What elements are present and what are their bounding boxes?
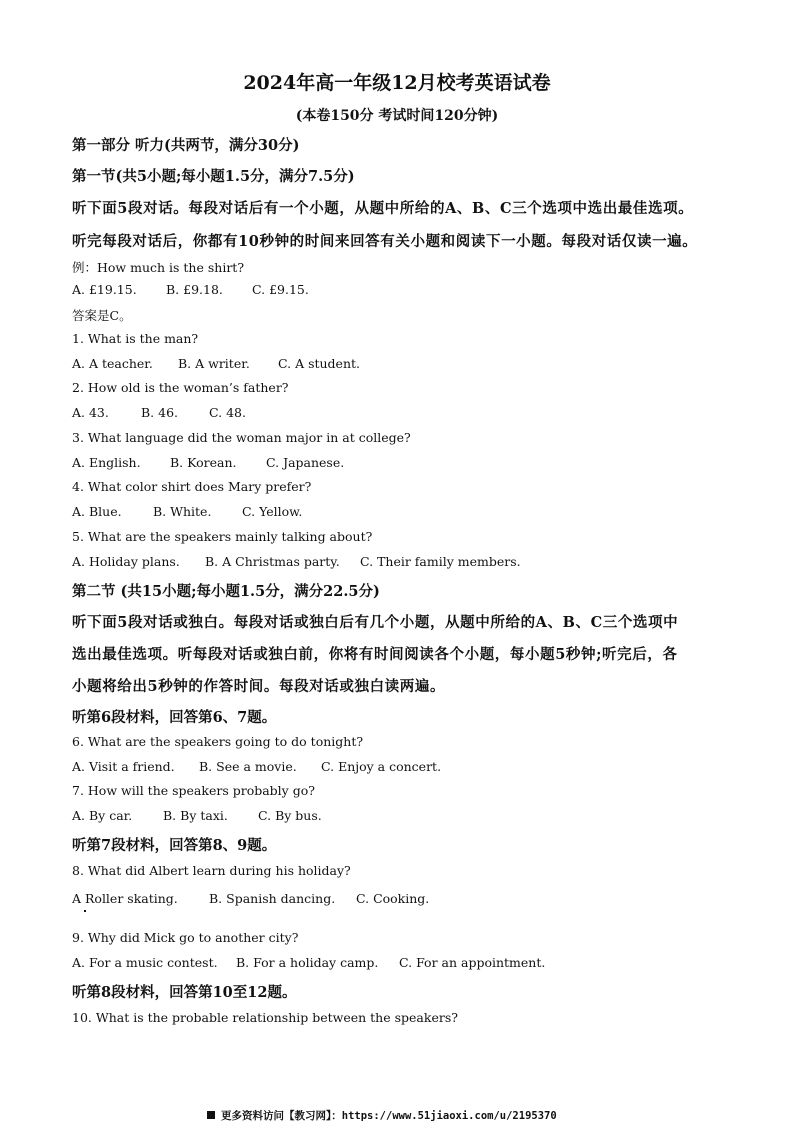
flag-icon <box>207 1111 215 1119</box>
section2-instruction-line: 小题将给出5秒钟的作答时间。每段对话或独白读两遍。 <box>72 678 446 695</box>
material-7-heading: 听第7段材料，回答第8、9题。 <box>72 837 277 854</box>
option-a: A. £19.15. <box>72 282 137 297</box>
question-8-options <box>72 891 429 906</box>
option-a: A. For a music contest. <box>72 955 218 970</box>
question-9-options <box>72 955 545 970</box>
question-7: 7. How will the speakers probably go? <box>72 783 315 798</box>
option-a: A. English. <box>72 455 141 470</box>
option-c: C. A student. <box>278 356 361 371</box>
part1-heading: 第一部分 听力(共两节，满分30分) <box>72 137 300 154</box>
question-2-options <box>72 405 246 420</box>
question-8: 8. What did Albert learn during his holiday? <box>72 863 351 878</box>
option-b: B. £9.18. <box>166 282 223 297</box>
question-9: 9. Why did Mick go to another city? <box>72 930 299 945</box>
example-answer: 答案是C。 <box>72 308 132 323</box>
option-a: A Roller skating. <box>72 891 178 906</box>
stray-dot <box>84 910 86 912</box>
option-c: C. Their family members. <box>360 554 521 569</box>
option-b: B. Spanish dancing. <box>209 891 336 906</box>
question-1: 1. What is the man? <box>72 331 199 346</box>
example-question: 例：How much is the shirt? <box>72 260 245 275</box>
question-1-options <box>72 356 360 371</box>
question-3: 3. What language did the woman major in at college? <box>72 430 411 445</box>
section1-heading: 第一节(共5小题;每小题1.5分，满分7.5分) <box>72 168 355 185</box>
option-c: C. For an appointment. <box>399 955 546 970</box>
question-2: 2. How old is the woman’s father? <box>72 380 289 395</box>
option-b: B. White. <box>153 504 212 519</box>
option-c: C. 48. <box>209 405 246 420</box>
question-4-options <box>72 504 302 519</box>
page-footer[interactable] <box>207 1108 557 1123</box>
option-b: B. A writer. <box>178 356 250 371</box>
material-8-heading: 听第8段材料，回答第10至12题。 <box>72 984 297 1001</box>
material-6-heading: 听第6段材料，回答第6、7题。 <box>72 709 277 726</box>
question-7-options <box>72 808 322 823</box>
option-c: C. Japanese. <box>266 455 345 470</box>
question-5: 5. What are the speakers mainly talking about? <box>72 529 373 544</box>
option-c: C. Yellow. <box>242 504 303 519</box>
option-b: B. For a holiday camp. <box>236 955 379 970</box>
section1-instruction-line: 听完每段对话后，你都有10秒钟的时间来回答有关小题和阅读下一小题。每段对话仅读一遍。 <box>72 233 698 250</box>
option-c: C. £9.15. <box>252 282 309 297</box>
option-a: A. Holiday plans. <box>72 554 180 569</box>
question-6: 6. What are the speakers going to do tonight? <box>72 734 364 749</box>
question-3-options <box>72 455 344 470</box>
exam-subtitle: (本卷150分 考试时间120分钟) <box>295 108 499 124</box>
option-a: A. Blue. <box>72 504 122 519</box>
question-5-options <box>72 554 521 569</box>
option-c: C. Cooking. <box>356 891 430 906</box>
option-b: B. By taxi. <box>163 808 228 823</box>
section2-heading: 第二节 (共15小题;每小题1.5分，满分22.5分) <box>72 583 380 600</box>
example-options <box>72 282 309 297</box>
option-b: B. A Christmas party. <box>205 554 340 569</box>
section1-instruction-line: 听下面5段对话。每段对话后有一个小题，从题中所给的A、B、C三个选项中选出最佳选项。 <box>72 200 694 217</box>
option-a: A. By car. <box>72 808 133 823</box>
footer-link-text[interactable]: 更多资料访问【教习网】：https://www.51jiaoxi.com/u/2195370 <box>221 1110 557 1122</box>
question-6-options <box>72 759 441 774</box>
question-4: 4. What color shirt does Mary prefer? <box>72 479 312 494</box>
option-b: B. 46. <box>141 405 179 420</box>
section2-instruction-line: 听下面5段对话或独白。每段对话或独白后有几个小题，从题中所给的A、B、C三个选项中 <box>72 614 679 631</box>
question-10: 10. What is the probable relationship between the speakers? <box>72 1010 458 1025</box>
section2-instruction-line: 选出最佳选项。听每段对话或独白前，你将有时间阅读各个小题，每小题5秒钟;听完后，各 <box>72 646 678 663</box>
option-c: C. Enjoy a concert. <box>321 759 442 774</box>
option-a: A. A teacher. <box>72 356 153 371</box>
exam-title: 2024年高一年级12月校考英语试卷 <box>243 72 551 94</box>
option-c: C. By bus. <box>258 808 322 823</box>
option-b: B. See a movie. <box>199 759 297 774</box>
option-a: A. Visit a friend. <box>72 759 175 774</box>
option-a: A. 43. <box>72 405 109 420</box>
option-b: B. Korean. <box>170 455 237 470</box>
